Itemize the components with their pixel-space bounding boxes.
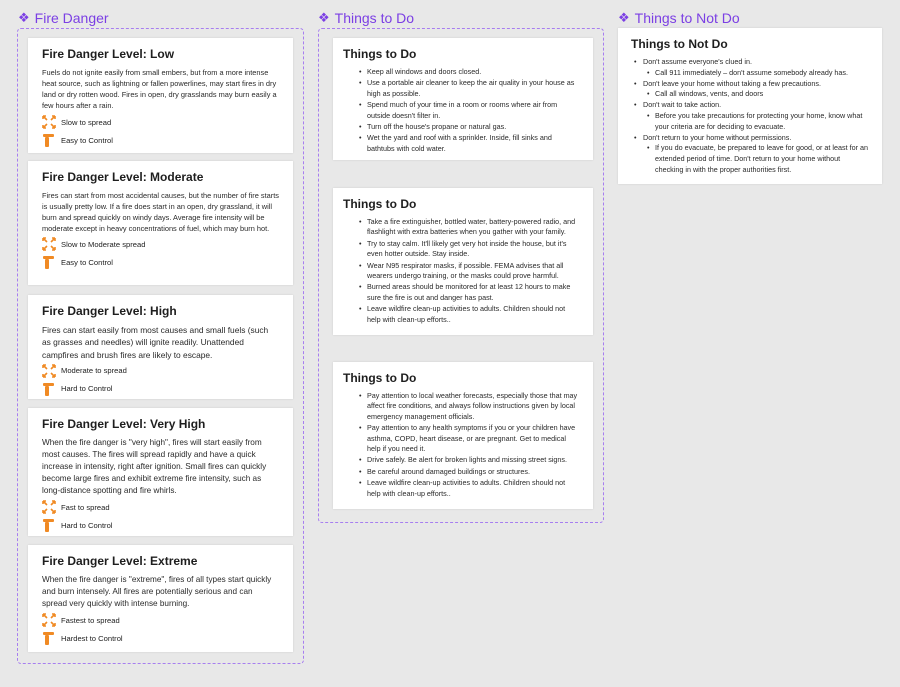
list-item: • Pay attention to local weather forecasts, especially those that may affect fire conditions, and always follow instructions given by local emergency management officials. — [357, 391, 578, 422]
list-sub-item: • Call 911 immediately – don't assume somebody already has. — [631, 68, 870, 79]
todo-card-title: Things to Do — [343, 371, 417, 385]
danger-card-moderate[interactable] — [28, 161, 293, 285]
danger-card-description: Fires can start from most accidental causes, but the number of fire starts is usually pretty low. If a fire does start in an open, dry grassland, it will burn and spread quickly on windy days. Average fire intensity will be moderate except in heavy concentrations of fuel, which may burn hot. — [42, 191, 280, 233]
frame-title-label: Fire Danger — [34, 10, 109, 26]
spread-tag — [42, 236, 279, 252]
not-do-card-title: Things to Not Do — [631, 37, 728, 51]
component-icon: ❖ — [618, 10, 630, 25]
todo-card-3[interactable] — [333, 362, 593, 509]
spread-label: Fast to spread — [61, 502, 110, 512]
not-do-list — [631, 57, 870, 176]
list-item: • Pay attention to any health symptoms if you or your children have asthma, COPD, heart disease, or are pregnant. Get to medical help if you need it. — [357, 423, 578, 454]
fire-extinguisher-icon — [42, 382, 56, 396]
danger-card-title: Fire Danger Level: High — [42, 304, 177, 318]
control-label: Easy to Control — [61, 135, 113, 145]
control-tag — [42, 630, 279, 646]
list-item: • Take a fire extinguisher, bottled water, battery-powered radio, and flashlight with extra batteries when you gather with your family. — [357, 217, 578, 238]
list-item: • Keep all windows and doors closed. — [357, 67, 578, 77]
list-item: • Wear N95 respirator masks, if possible. FEMA advises that all wearers undergo training, or the masks could prove harmful. — [357, 261, 578, 282]
spread-tag — [42, 499, 279, 515]
list-item: • Leave wildfire clean-up activities to adults. Children should not help with clean-up efforts.. — [357, 478, 578, 499]
frame-title-label: Things to Do — [334, 10, 415, 26]
danger-card-low[interactable] — [28, 38, 293, 153]
spread-arrows-icon — [42, 613, 56, 627]
danger-card-description: When the fire danger is "very high", fires will start easily from most causes. The fires will spread rapidly and have a quick increase in intensity, right after ignition. Small fires can quickly become large fires and exhibit extreme fire intensity, such as long-distance spotting and fire whirls. — [42, 438, 267, 495]
frame-title-label: Things to Not Do — [634, 10, 740, 26]
control-label: Easy to Control — [61, 257, 113, 267]
frame-title-fire-danger[interactable] — [18, 10, 109, 26]
control-tag — [42, 132, 279, 148]
list-item: • Burned areas should be monitored for at least 12 hours to make sure the fire is out and danger has past. — [357, 282, 578, 303]
component-icon: ❖ — [318, 10, 330, 25]
todo-card-title: Things to Do — [343, 197, 417, 211]
spread-tag — [42, 363, 279, 379]
danger-card-title: Fire Danger Level: Very High — [42, 417, 206, 431]
fire-extinguisher-icon — [42, 518, 56, 532]
control-tag — [42, 517, 279, 533]
danger-card-description: When the fire danger is "extreme", fires of all types start quickly and burn intensely. All fires are potentially serious and can spread very quickly with intense burning. — [42, 575, 272, 608]
not-do-card[interactable] — [618, 28, 882, 184]
spread-tag — [42, 114, 279, 130]
spread-label: Slow to spread — [61, 117, 112, 127]
list-item: • Turn off the house's propane or natural gas. — [357, 122, 578, 132]
list-item: • Leave wildfire clean-up activities to adults. Children should not help with clean-up efforts.. — [357, 304, 578, 325]
list-sub-item: • Call all windows, vents, and doors — [631, 89, 870, 100]
list-item: • Be careful around damaged buildings or structures. — [357, 467, 578, 477]
list-item: • Spend much of your time in a room or rooms where air from outside doesn't filter in. — [357, 100, 578, 121]
spread-tag — [42, 612, 279, 628]
list-item: • Drive safely. Be alert for broken lights and missing street signs. — [357, 455, 578, 465]
list-sub-item: • Before you take precautions for protecting your home, know what your criteria are for deciding to evacuate. — [631, 111, 870, 133]
danger-card-description: Fires can start easily from most causes and small fuels (such as grasses and needles) will ignite readily. Unattended campfires and brush fires are likely to escape. — [42, 325, 269, 360]
spread-label: Moderate to spread — [61, 366, 127, 376]
todo-card-1[interactable] — [333, 38, 593, 160]
danger-card-description: Fuels do not ignite easily from small embers, but from a more intense heat source, such as lightning or fallen powerlines, may start fires in dry land or dry rotten wood. Fires in open, dry grasslands may burn easily a few hours after a rain. — [42, 68, 277, 110]
todo-list — [357, 217, 578, 325]
control-label: Hard to Control — [61, 520, 113, 530]
spread-arrows-icon — [42, 237, 56, 251]
list-item: • Try to stay calm. It'll likely get very hot inside the house, but it's even hotter outside. Stay inside. — [357, 239, 578, 260]
component-icon: ❖ — [18, 10, 30, 25]
danger-card-title: Fire Danger Level: Extreme — [42, 554, 198, 568]
spread-arrows-icon — [42, 500, 56, 514]
frame-title-things-to-do[interactable] — [318, 10, 414, 26]
list-item: • Don't assume everyone's clued in. — [631, 57, 870, 68]
spread-label: Fastest to spread — [61, 615, 120, 625]
danger-card-high[interactable] — [28, 295, 293, 399]
fire-extinguisher-icon — [42, 255, 56, 269]
list-item: • Don't leave your home without taking a few precautions. — [631, 79, 870, 90]
spread-arrows-icon — [42, 115, 56, 129]
danger-card-extreme[interactable] — [28, 545, 293, 652]
list-item: • Use a portable air cleaner to keep the air quality in your house as high as possible. — [357, 78, 578, 99]
todo-list — [357, 67, 578, 154]
control-tag — [42, 254, 279, 270]
control-label: Hard to Control — [61, 384, 113, 394]
control-tag — [42, 381, 279, 397]
spread-arrows-icon — [42, 364, 56, 378]
spread-label: Slow to Moderate spread — [61, 239, 146, 249]
list-sub-item: • If you do evacuate, be prepared to leave for good, or at least for an extended period of time. Don't return to your home without checking in with the proper authorities first. — [631, 143, 870, 175]
list-item: • Don't return to your home without permissions. — [631, 133, 870, 144]
fire-extinguisher-icon — [42, 631, 56, 645]
list-item: • Wet the yard and roof with a sprinkler. Inside, fill sinks and bathtubs with cold water. — [357, 133, 578, 154]
frame-title-things-to-not-do[interactable] — [618, 10, 740, 26]
fire-extinguisher-icon — [42, 133, 56, 147]
danger-card-title: Fire Danger Level: Low — [42, 47, 175, 61]
control-label: Hardest to Control — [61, 633, 123, 643]
todo-card-title: Things to Do — [343, 47, 417, 61]
list-item: • Don't wait to take action. — [631, 100, 870, 111]
danger-card-very-high[interactable] — [28, 408, 293, 536]
todo-list — [357, 391, 578, 499]
danger-card-title: Fire Danger Level: Moderate — [42, 170, 204, 184]
todo-card-2[interactable] — [333, 188, 593, 335]
